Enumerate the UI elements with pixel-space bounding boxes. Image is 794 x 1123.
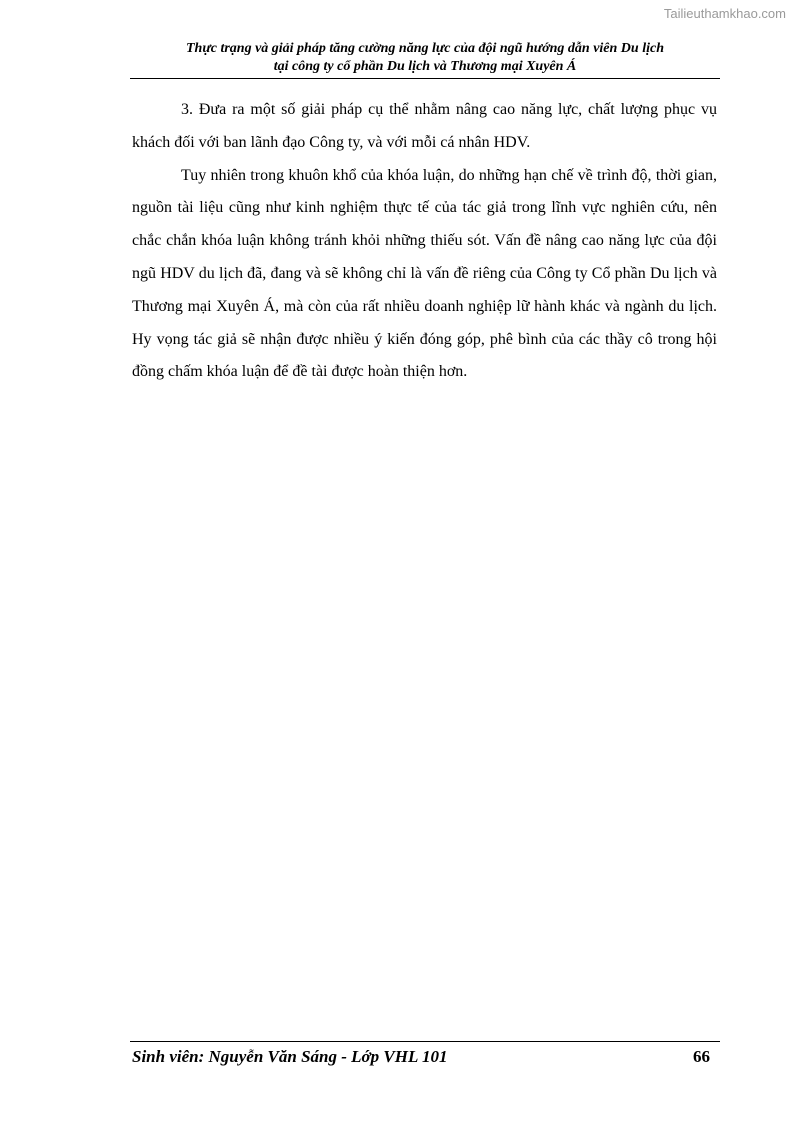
header-line-1: Thực trạng và giải pháp tăng cường năng lực của đội ngũ hướng dẫn viên Du lịch (186, 41, 664, 56)
page-number: 66 (693, 1047, 710, 1066)
header-line-2: tại công ty cổ phần Du lịch và Thương mại Xuyên Á (273, 59, 577, 74)
header-divider (130, 78, 720, 79)
page-header (130, 40, 720, 76)
footer-student: Sinh viên: Nguyễn Văn Sáng - Lớp VHL 101 (132, 1047, 448, 1066)
page-footer (132, 1045, 710, 1069)
body-text (132, 94, 717, 389)
paragraph: 3. Đưa ra một số giải pháp cụ thể nhằm nâng cao năng lực, chất lượng phục vụ khách đối với ban lãnh đạo Công ty, và với mỗi cá nhân HDV. (132, 101, 717, 151)
watermark-text: Tailieuthamkhao.com (663, 6, 786, 21)
footer-divider (130, 1041, 720, 1042)
paragraph: Tuy nhiên trong khuôn khổ của khóa luận, do những hạn chế về trình độ, thời gian, nguồn tài liệu cũng như kinh nghiệm thực tế của tác giả trong lĩnh vực nghiên cứu, nên chắc chắn khóa luận không tránh khỏi những thiếu sót. Vấn đề nâng cao năng lực của đội ngũ HDV du lịch đã, đang và sẽ không chỉ là vấn đề riêng của Công ty Cổ phần Du lịch và Thương mại Xuyên Á, mà còn của rất nhiều doanh nghiệp lữ hành khác và ngành du lịch. Hy vọng tác giả sẽ nhận được nhiều ý kiến đóng góp, phê bình của các thầy cô trong hội đồng chấm khóa luận để đề tài được hoàn thiện hơn. (132, 166, 717, 381)
